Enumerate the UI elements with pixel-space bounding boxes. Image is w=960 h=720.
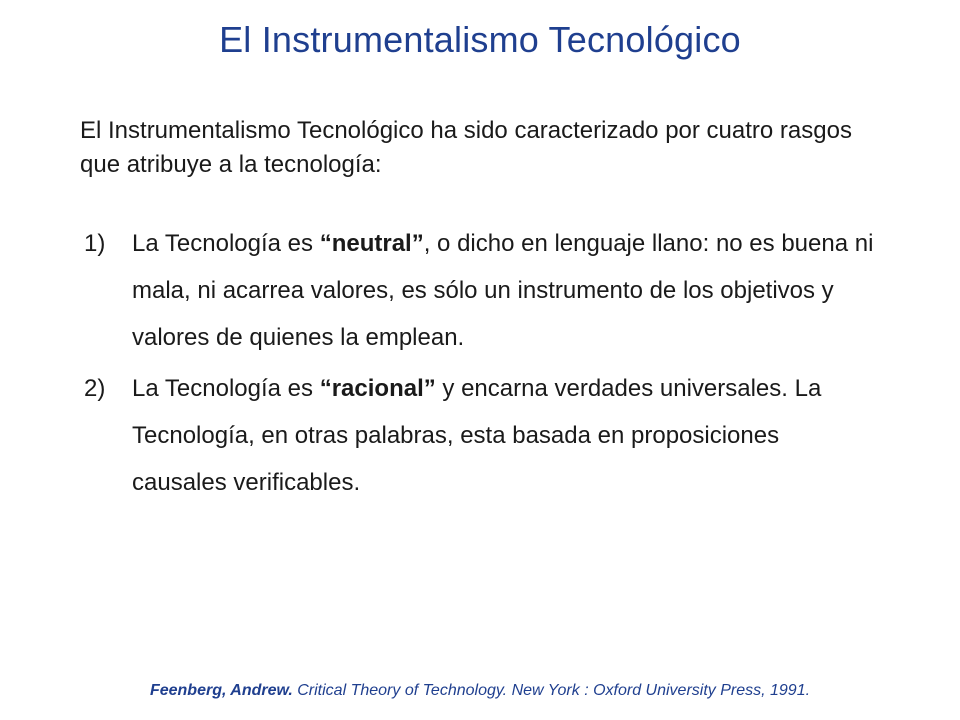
numbered-list: [84, 220, 874, 510]
list-number: 1): [84, 230, 106, 257]
list-text-emphasis: “neutral”: [319, 230, 424, 257]
list-number: 2): [84, 375, 106, 402]
intro-paragraph: El Instrumentalismo Tecnológico ha sido caracterizado por cuatro rasgos que atribuye a la tecnología:: [80, 117, 852, 178]
slide-title: El Instrumentalismo Tecnológico: [219, 19, 741, 60]
list-text-after: , o dicho en lenguaje llano: no es buena ni mala, ni acarrea valores, es sólo un instrumento de los objetivos y valores de quienes la emplean.: [132, 230, 874, 351]
citation: [0, 680, 960, 702]
list-text-after: y encarna verdades universales. La Tecnología, en otras palabras, esta basada en proposiciones causales verificables.: [132, 375, 822, 496]
list-item-2: [84, 365, 874, 506]
list-text-emphasis: “racional”: [319, 375, 436, 402]
list-item-1: [84, 220, 874, 361]
list-text-before: La Tecnología es: [132, 375, 320, 402]
citation-work: Critical Theory of Technology. New York : Oxford University Press, 1991.: [292, 682, 811, 699]
list-text-before: La Tecnología es: [132, 230, 320, 257]
citation-author: Feenberg, Andrew.: [149, 682, 293, 699]
